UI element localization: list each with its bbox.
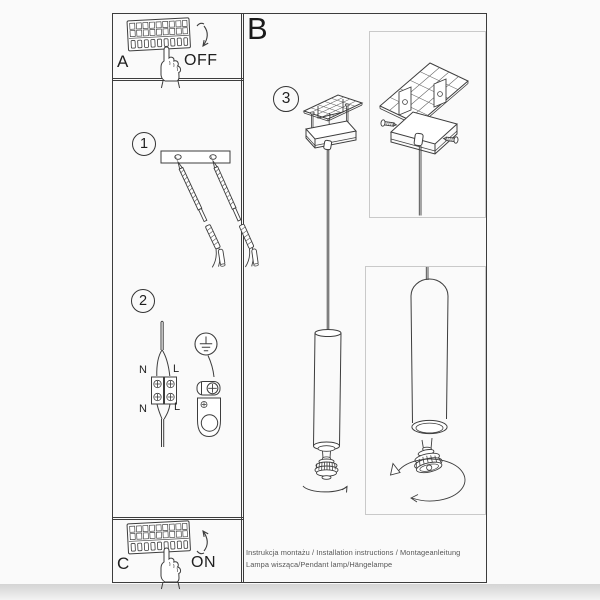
- step-1-number: 1: [139, 136, 149, 152]
- ground-symbol-icon: [195, 333, 217, 355]
- ground-clamp-drawing: [197, 382, 221, 437]
- panel-c-label: C: [117, 554, 130, 573]
- breaker-drawing-a: [127, 18, 190, 51]
- on-arrow-icon: [197, 531, 208, 554]
- on-label: ON: [191, 554, 216, 571]
- wiring-diagram-drawing: [152, 321, 221, 447]
- step-circle-1: [132, 132, 156, 156]
- hand-icon-a: [161, 47, 181, 88]
- wire-label-n-bottom: N: [139, 403, 147, 415]
- footer-line-2: Lampa wisząca/Pendant lamp/Hängelampe: [246, 559, 393, 569]
- off-label: OFF: [184, 52, 218, 69]
- step1-anchors-drawing: [161, 151, 263, 271]
- off-arrow-icon: [197, 23, 208, 46]
- panel-b-label: B: [247, 11, 268, 46]
- breaker-drawing-c: [127, 521, 190, 554]
- footer-line-1: Instrukcja montażu / Installation instructions / Montageanleitung: [246, 548, 461, 557]
- canopy-assembly-drawing: [303, 95, 362, 493]
- large-pendant-lamp-drawing: [391, 267, 466, 502]
- footer-text: [246, 547, 478, 571]
- wire-label-l-bottom: L: [174, 401, 181, 413]
- exploded-canopy-drawing: [380, 63, 468, 216]
- step-3-number: 3: [281, 90, 291, 107]
- step-circle-2: [131, 289, 155, 313]
- hand-icon-c: [161, 548, 181, 589]
- wire-label-l-top: L: [173, 363, 180, 375]
- step-2-number: 2: [138, 293, 148, 309]
- pendant-lamp-drawing: [303, 330, 347, 493]
- wire-label-n-top: N: [139, 364, 147, 376]
- side-screw-left-icon: [381, 120, 397, 128]
- panel-a-label: A: [117, 52, 129, 71]
- step-circle-3: [273, 86, 299, 112]
- rotation-arrow-icon: [303, 486, 347, 493]
- gu10-bulb-drawing: [315, 459, 338, 479]
